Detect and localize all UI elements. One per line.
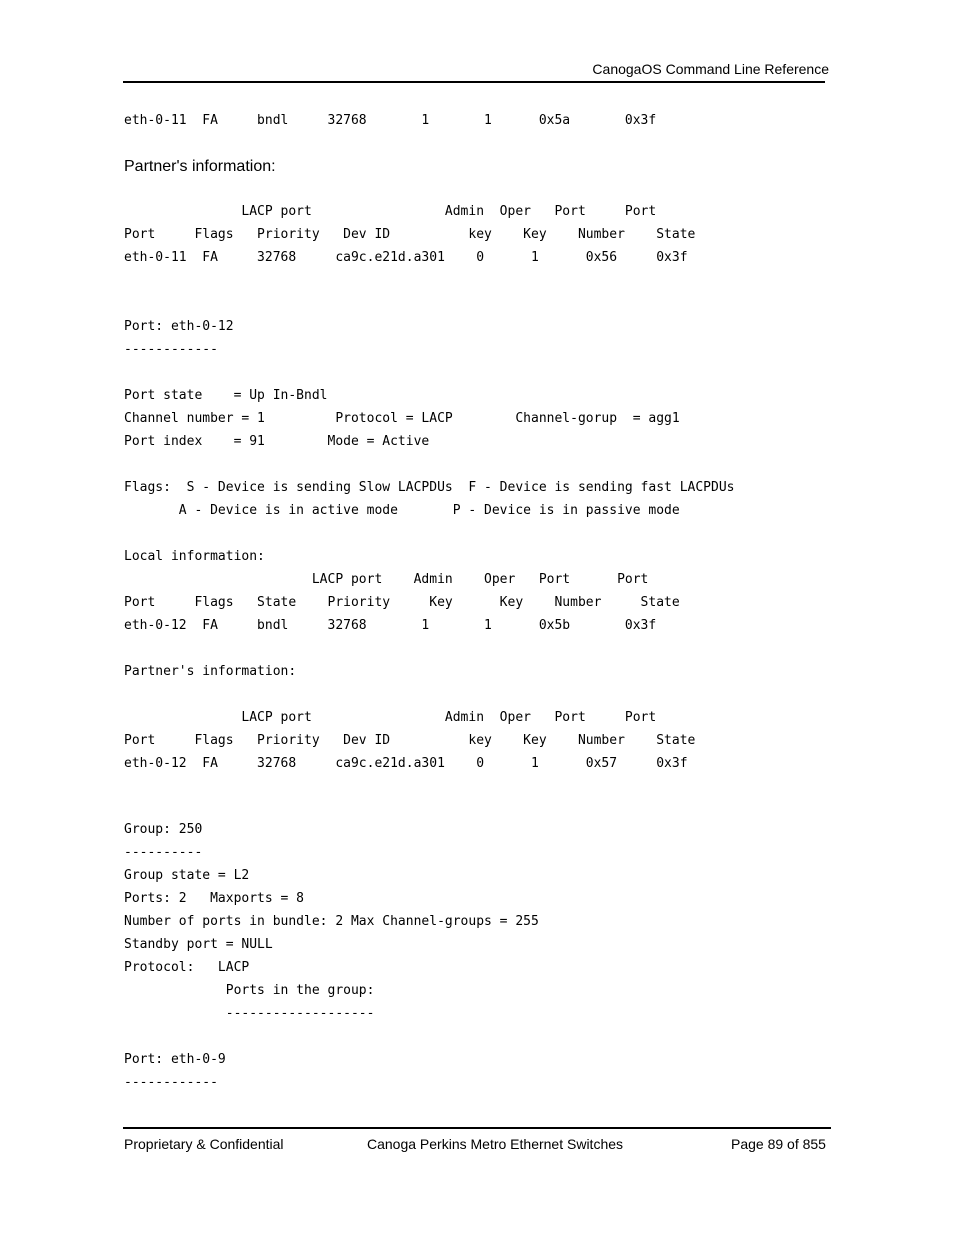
- local-info-row-eth-0-11: eth-0-11 FA bndl 32768 1 1 0x5a 0x3f: [124, 113, 657, 128]
- footer-product: Canoga Perkins Metro Ethernet Switches: [367, 1136, 624, 1152]
- footer-confidential: Proprietary & Confidential: [124, 1136, 284, 1152]
- footer-rule: [123, 1127, 831, 1129]
- running-header-title: CanogaOS Command Line Reference: [592, 61, 829, 77]
- header-rule: [123, 81, 825, 83]
- group-250-section: Group: 250 ---------- Group state = L2 Ports: 2 Maxports = 8 Number of ports in bundle: 2 Max Channel-groups = 255 Standby port = NULL Protocol: LACP Ports in the group: ------------------- Port: eth-0-9 ------------: [124, 822, 539, 1090]
- partner-info-table-eth-0-11: LACP port Admin Oper Port Port Port Flags Priority Dev ID key Key Number State eth-0-11 FA 32768 ca9c.e21d.a301 0 1 0x56 0x3f: [124, 204, 696, 265]
- port-eth-0-12-section: Port: eth-0-12 ------------ Port state = Up In-Bndl Channel number = 1 Protocol = LACP Channel-gorup = agg1 Port index = 91 Mode = Active Flags: S - Device is sending Slow LACPDUs F - Device is sending fast LACPDUs A - Device is in active mode P - Device is in passive mode Local information: LACP port Admin Oper Port Port Port Flags State Priority Key Key Number State eth-0-12 FA bndl 32768 1 1 0x5b 0x3f Partner's information: LACP port Admin Oper Port Port Port Flags Priority Dev ID key Key Number State eth-0-12 FA 32768 ca9c.e21d.a301 0 1 0x57 0x3f: [124, 319, 735, 771]
- partner-info-heading: Partner's information:: [124, 158, 276, 175]
- footer-page-number: Page 89 of 855: [731, 1136, 826, 1152]
